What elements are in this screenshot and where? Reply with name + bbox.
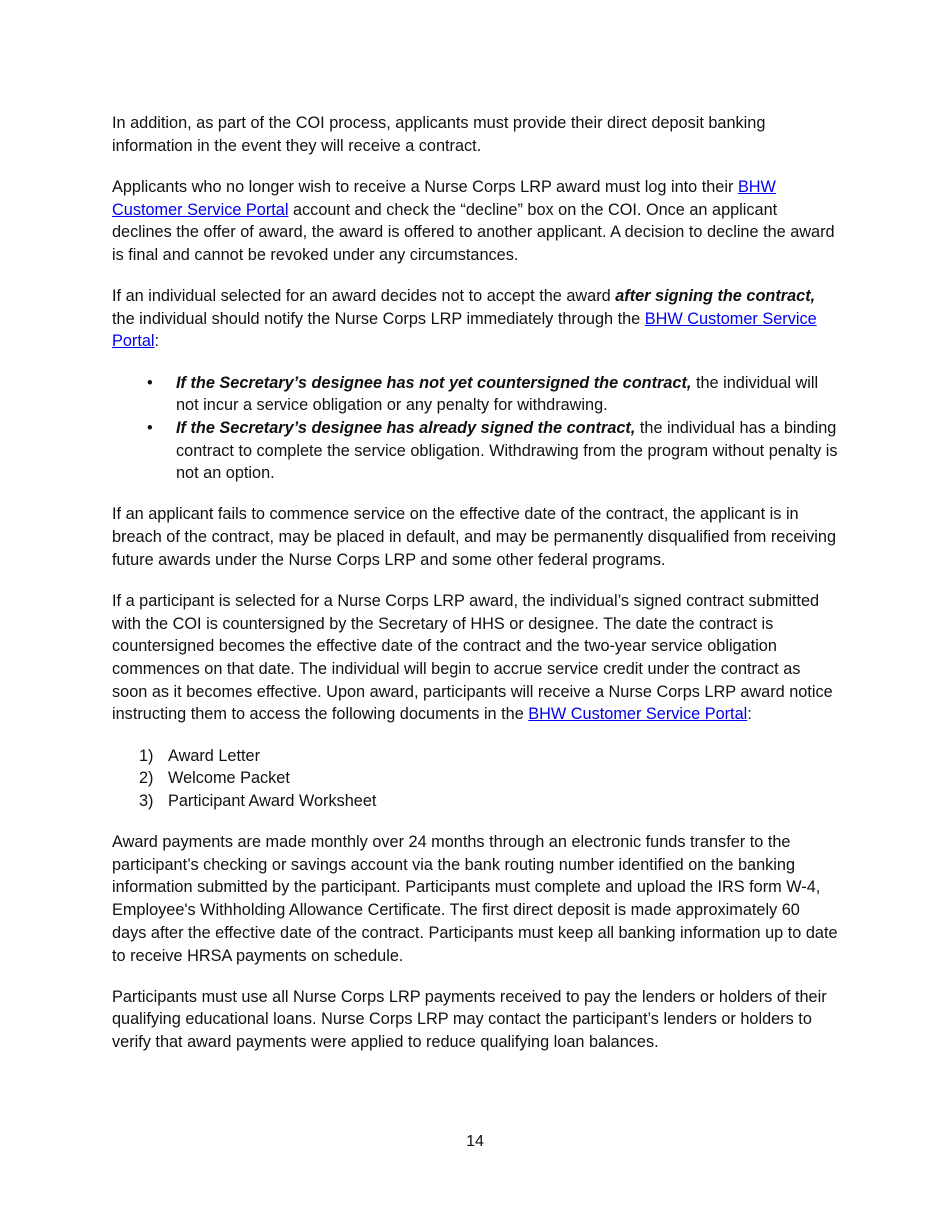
paragraph-use-of-payments: Participants must use all Nurse Corps LRP payments received to pay the lenders or holders of their qualifying educational loans. Nurse Corps LRP may contact the participant’s lenders or holders to verify that award payments were applied to reduce qualifying loan balances. xyxy=(112,987,827,1052)
document-page xyxy=(112,112,838,1072)
documents-list xyxy=(112,745,838,813)
bhw-portal-link[interactable]: BHW Customer Service Portal xyxy=(112,177,776,219)
list-number: 1) xyxy=(139,746,154,765)
bullet-item xyxy=(147,372,838,417)
list-number: 3) xyxy=(139,791,154,810)
paragraph-text: Applicants who no longer wish to receive a Nurse Corps LRP award must log into their xyxy=(112,177,738,196)
paragraph-text: : xyxy=(747,705,752,724)
paragraph-text: the individual should notify the Nurse Corps LRP immediately through the xyxy=(112,309,645,328)
paragraph-text: account and check the “decline” box on the COI. Once an applicant declines the offer of award, the award is offered to another applicant. A decision to decline the award is final and cannot be revoked under any circumstances. xyxy=(112,200,835,264)
list-number: 2) xyxy=(139,769,154,788)
bhw-portal-link[interactable]: BHW Customer Service Portal xyxy=(112,309,817,351)
list-item xyxy=(139,745,838,768)
emphasis-text: If the Secretary’s designee has already signed the contract, xyxy=(176,418,636,437)
bullet-icon: • xyxy=(147,373,153,392)
bullet-item xyxy=(147,417,838,485)
emphasis-text: If the Secretary’s designee has not yet countersigned the contract, xyxy=(176,373,692,392)
bullet-text: the individual will not incur a service obligation or any penalty for withdrawing. xyxy=(176,373,819,415)
list-item xyxy=(139,767,838,790)
bhw-portal-link[interactable]: BHW Customer Service Portal xyxy=(528,705,748,724)
list-item xyxy=(139,790,838,813)
paragraph-award-payments: Award payments are made monthly over 24 months through an electronic funds transfer to the participant’s checking or savings account via the bank routing number identified on the banking information submitted by the participant. Participants must complete and upload the IRS form W-4, Employee's Withholding Allowance Certificate. The first direct deposit is made approximately 60 days after the effective date of the contract. Participants must keep all banking information up to date to receive HRSA payments on schedule. xyxy=(112,833,838,965)
paragraph-direct-deposit: In addition, as part of the COI process, applicants must provide their direct deposit banking information in the event they will receive a contract. xyxy=(112,114,766,155)
paragraph-after-signing xyxy=(112,285,838,353)
emphasis-text: after signing the contract, xyxy=(615,287,816,305)
paragraph-text: If an individual selected for an award decides not to accept the award xyxy=(112,287,616,305)
list-item-label: Participant Award Worksheet xyxy=(168,791,377,810)
list-item-label: Award Letter xyxy=(168,746,261,765)
list-item-label: Welcome Packet xyxy=(168,769,290,788)
paragraph-countersigned xyxy=(112,590,838,726)
paragraph-breach: If an applicant fails to commence service on the effective date of the contract, the applicant is in breach of the contract, may be placed in default, and may be permanently disqualified from receiving future awards under the Nurse Corps LRP and some other federal programs. xyxy=(112,505,837,569)
bullet-text: the individual has a binding contract to complete the service obligation. Withdrawing from the program without penalty is not an option. xyxy=(176,418,838,483)
paragraph-text: If a participant is selected for a Nurse Corps LRP award, the individual’s signed contract submitted with the COI is countersigned by the Secretary of HHS or designee. The date the contract is countersigned becomes the effective date of the contract and the two-year service obligation commences on that date. The individual will begin to accrue service credit under the contract as soon as it becomes effective. Upon award, participants will receive a Nurse Corps LRP award notice instructing them to access the following documents in the xyxy=(112,591,833,724)
withdrawal-bullet-list xyxy=(112,372,838,486)
paragraph-decline-award xyxy=(112,176,838,267)
paragraph-text: : xyxy=(154,332,160,351)
page-number: 14 xyxy=(466,1133,484,1150)
bullet-icon: • xyxy=(147,418,153,437)
